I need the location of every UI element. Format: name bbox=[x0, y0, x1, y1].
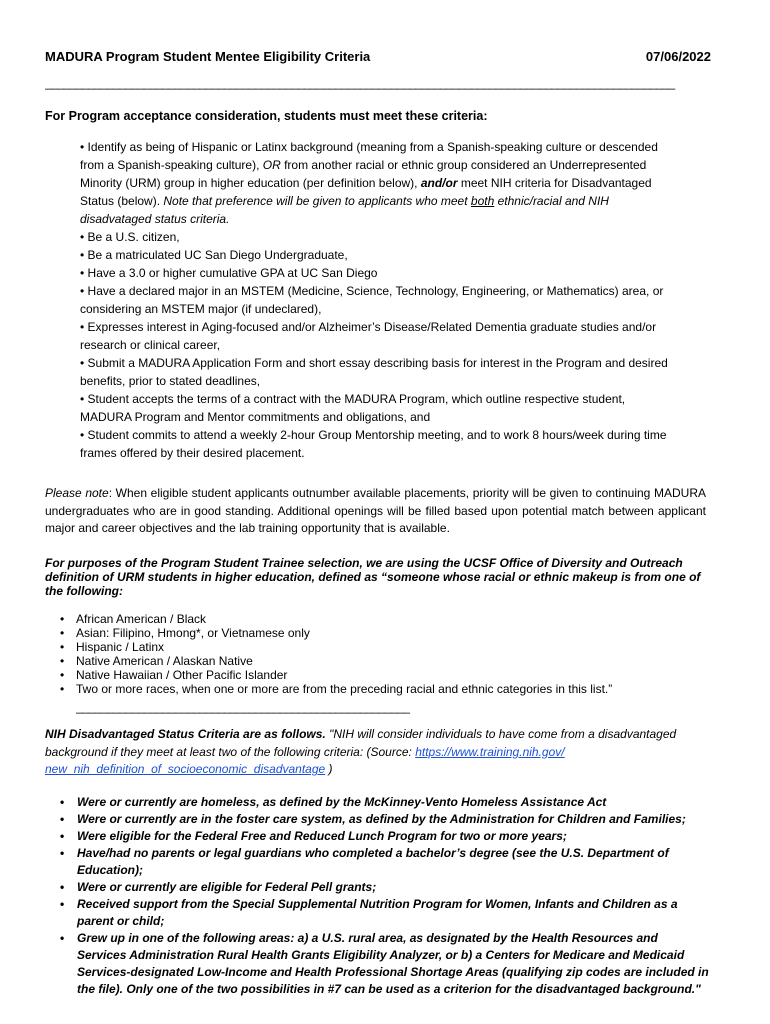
list-item: • Were or currently are eligible for Federal Pell grants; bbox=[60, 879, 710, 896]
urm-underline: ______________________________________________________ bbox=[76, 700, 410, 714]
criterion-major: • Have a declared major in an MSTEM (Medicine, Science, Technology, Engineering, or Mathematics) area, or considering an MSTEM major (if undeclared), bbox=[80, 284, 664, 316]
list-item: • Were or currently are homeless, as defined by the McKinney-Vento Homeless Assistance Act bbox=[60, 794, 710, 811]
document-date: 07/06/2022 bbox=[645, 49, 711, 64]
criterion-interest: • Expresses interest in Aging-focused and/or Alzheimer’s Disease/Related Dementia graduate studies and/or research or clinical career, bbox=[80, 320, 657, 352]
urm-definition-heading: For purposes of the Program Student Trainee selection, we are using the UCSF Office of Diversity and Outreach definition of URM students in higher education, defined as “someone whose racial or ethnic makeup is from one of the following: bbox=[45, 556, 701, 598]
list-item: • Asian: Filipino, Hmong*, or Vietnamese only bbox=[60, 626, 700, 640]
nih-criteria-list bbox=[60, 794, 710, 998]
criterion-ethnicity: • Identify as being of Hispanic or Latinx background (meaning from a Spanish-speaking culture or descended from a Spanish-speaking culture), OR from another racial or ethnic group considered an Underrepresented Minority (URM) group in higher education (per definition below), and/or meet NIH criteria for Disadvantaged Status (below). Note that preference will be given to applicants who meet both ethnic/racial and NIH disadvataged status criteria. bbox=[80, 140, 658, 226]
urm-list bbox=[60, 612, 700, 696]
criterion-gpa: • Have a 3.0 or higher cumulative GPA at UC San Diego bbox=[80, 266, 378, 280]
criterion-matriculated: • Be a matriculated UC San Diego Undergraduate, bbox=[80, 248, 348, 262]
list-item: • Hispanic / Latinx bbox=[60, 640, 700, 654]
list-item: • Were eligible for the Federal Free and Reduced Lunch Program for two or more years; bbox=[60, 828, 710, 845]
criteria-list bbox=[80, 138, 672, 462]
intro-heading: For Program acceptance consideration, students must meet these criteria: bbox=[45, 109, 488, 123]
list-item: • African American / Black bbox=[60, 612, 700, 626]
criterion-citizen: • Be a U.S. citizen, bbox=[80, 230, 180, 244]
criterion-commitment: • Student commits to attend a weekly 2-hour Group Mentorship meeting, and to work 8 hours/week during time frames offered by their desired placement. bbox=[80, 428, 667, 460]
list-item: • Native Hawaiian / Other Pacific Islander bbox=[60, 668, 700, 682]
please-note-paragraph: Please note: When eligible student applicants outnumber available placements, priority will be given to continuing MADURA undergraduates who are in good standing. Additional openings will be filled based upon potential match between applicant major and career objectives and the lab training opportunity that is available. bbox=[45, 486, 706, 535]
criterion-application: • Submit a MADURA Application Form and short essay describing basis for interest in the Program and desired benefits, prior to stated deadlines, bbox=[80, 356, 668, 388]
header-rule: ______________________________________________________________________________________________________ bbox=[45, 76, 675, 90]
source-link[interactable]: https://www.training.nih.gov/ new_nih_definition_of_socioeconomic_disadvantage bbox=[45, 744, 565, 776]
list-item: • Have/had no parents or legal guardians who completed a bachelor’s degree (see the U.S. Department of Education); bbox=[60, 845, 710, 879]
document-title: MADURA Program Student Mentee Eligibility Criteria bbox=[45, 49, 371, 64]
list-item: • Two or more races, when one or more are from the preceding racial and ethnic categories in this list.” bbox=[60, 682, 700, 696]
list-item: • Received support from the Special Supplemental Nutrition Program for Women, Infants and Children as a parent or child; bbox=[60, 896, 710, 930]
list-item: • Native American / Alaskan Native bbox=[60, 654, 700, 668]
document-header bbox=[45, 49, 711, 64]
list-item: • Were or currently are in the foster care system, as defined by the Administration for Children and Families; bbox=[60, 811, 710, 828]
nih-heading-paragraph: NIH Disadvantaged Status Criteria are as follows. "NIH will consider individuals to have come from a disadvantaged background if they meet at least two of the following criteria: (Source: https://www.training.nih.gov/ new_nih_definition_of_socioeconomic_disadvantage ) bbox=[45, 727, 677, 776]
criterion-contract: • Student accepts the terms of a contract with the MADURA Program, which outline respective student, MADURA Program and Mentor commitments and obligations, and bbox=[80, 392, 626, 424]
list-item: • Grew up in one of the following areas: a) a U.S. rural area, as designated by the Health Resources and Services Administration Rural Health Grants Eligibility Analyzer, or b) a Centers for Medicare and Medicaid Services-designated Low-Income and Health Professional Shortage Areas (qualifying zip codes are included in the file). Only one of the two possibilities in #7 can be used as a criterion for the disadvantaged background." bbox=[60, 930, 710, 998]
